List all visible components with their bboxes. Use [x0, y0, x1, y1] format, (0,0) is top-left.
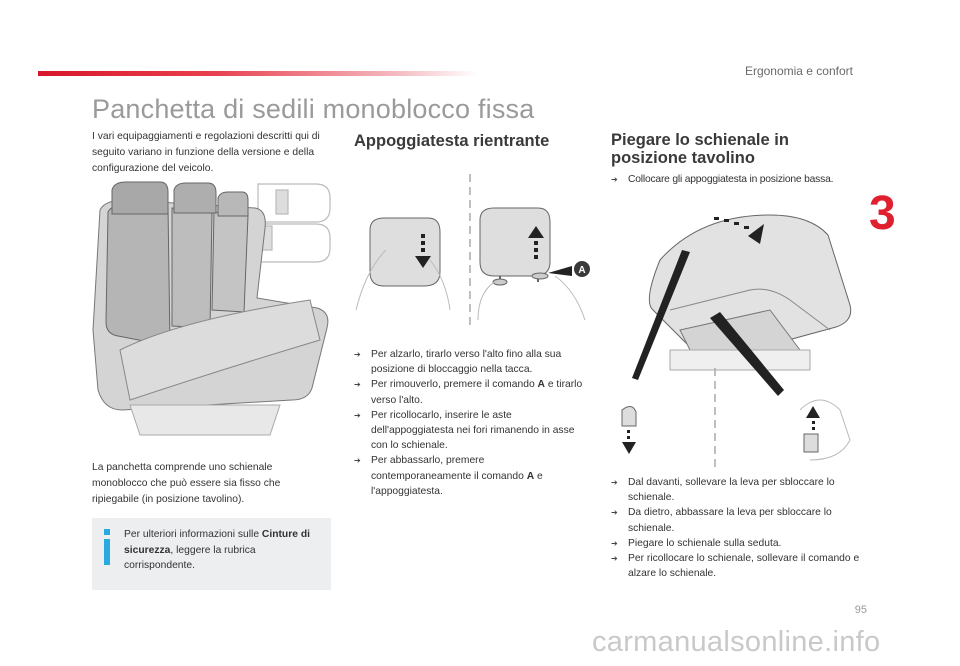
- info-box: [92, 518, 331, 590]
- callout-a-label: A: [578, 265, 586, 276]
- headrest-instruction-item: ➔ Per abbassarlo, premere contemporaneamente il comando A e l'appoggiatesta.: [354, 453, 586, 499]
- chapter-number: 3: [869, 187, 896, 240]
- fold-pre-instruction-item: ➔ Collocare gli appoggiatesta in posizione bassa.: [611, 172, 861, 187]
- page-title: Panchetta di sedili monoblocco fissa: [92, 94, 535, 124]
- van-topview-icon: [258, 184, 330, 262]
- fold-instructions: [611, 475, 861, 581]
- lever-down-arrow-icon: [622, 430, 636, 454]
- headrest-instruction-item: ➔ Per alzarlo, tirarlo verso l'alto fino alla sua posizione di bloccaggio nella tacca.: [354, 347, 586, 377]
- headrest-illustration: [350, 170, 595, 330]
- info-icon: [99, 527, 115, 567]
- lever-up-arrow-icon: [806, 406, 820, 430]
- pointer-arrow-icon: [548, 266, 572, 276]
- fold-instruction-item: ➔ Per ricollocare lo schienale, sollevare il comando e alzare lo schienale.: [611, 551, 861, 581]
- fold-instruction-item: ➔ Piegare lo schienale sulla seduta.: [611, 536, 861, 551]
- headrest-instruction-item: ➔ Per rimouverlo, premere il comando A e tirarlo verso l'alto.: [354, 377, 586, 407]
- fold-instruction-item: ➔ Dal davanti, sollevare la leva per sbloccare lo schienale.: [611, 475, 861, 505]
- info-text: Per ulteriori informazioni sulle Cinture di sicurezza, leggere la rubrica corrispondente.: [124, 529, 310, 571]
- fold-title-line1: Piegare lo schienale in: [611, 131, 789, 149]
- headrest-instructions: [354, 347, 586, 499]
- bench-seat-illustration: [90, 180, 340, 450]
- page-number: 95: [854, 604, 867, 616]
- headrest-instruction-item: ➔ Per ricollocarlo, inserire le aste dell'appoggiatesta nei fori rimanendo in asse con lo schienale.: [354, 408, 586, 454]
- header-accent-bar: [38, 71, 478, 76]
- info-bold-link: Cinture di sicurezza: [124, 529, 310, 556]
- bench-description: La panchetta comprende uno schienale monoblocco che può essere sia fisso che ripiegabile (in posizione tavolino).: [92, 462, 281, 505]
- fold-section-title: [611, 131, 789, 167]
- fold-title-line2: posizione tavolino: [611, 149, 755, 167]
- intro-text: I vari equipaggiamenti e regolazioni descritti qui di seguito variano in funzione della versione e della configurazione del veicolo.: [92, 131, 320, 174]
- headrest-section-title: Appoggiatesta rientrante: [354, 132, 550, 150]
- watermark-text: carmanualsonline.info: [592, 626, 881, 658]
- section-title: Ergonomia e confort: [744, 64, 853, 78]
- fold-table-illustration: [610, 200, 860, 475]
- fold-instruction-item: ➔ Da dietro, abbassare la leva per sbloccare lo schienale.: [611, 505, 861, 535]
- fold-pre-instruction: [611, 172, 861, 187]
